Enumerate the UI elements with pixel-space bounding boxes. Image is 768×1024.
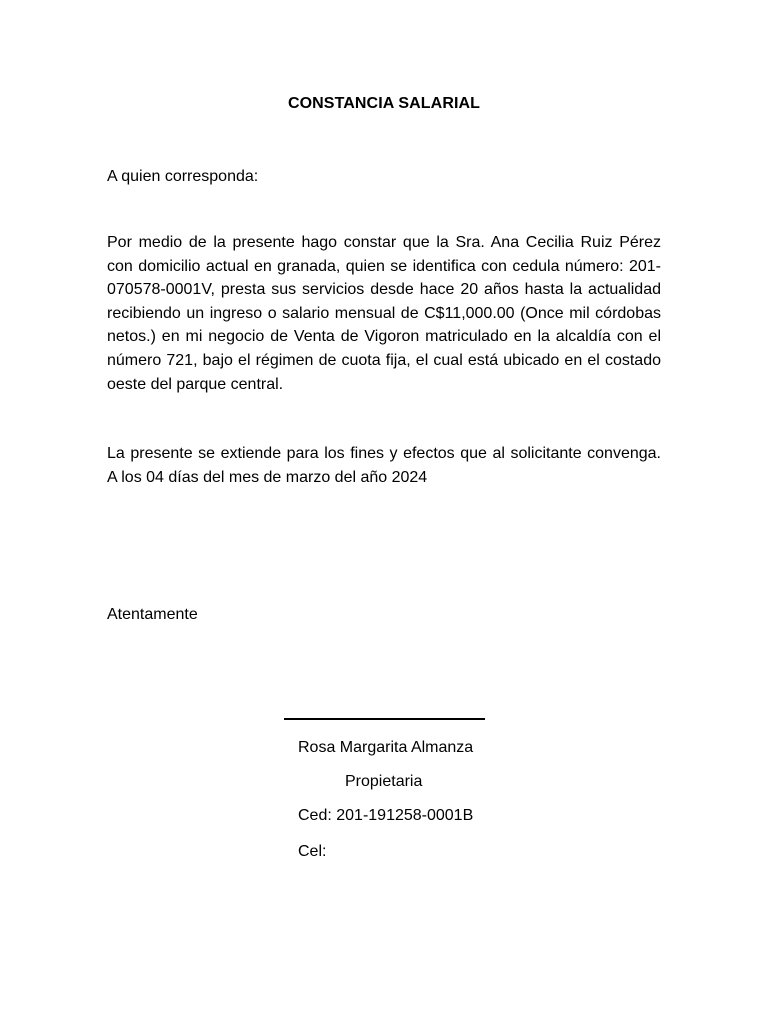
body-paragraph-2: La presente se extiende para los fines y efectos que al solicitante convenga. A los 04 días del mes de marzo del año 2024 [107,445,661,486]
signatory-phone: Cel: [298,843,327,860]
greeting-text: A quien corresponda: [107,168,259,185]
document-title: CONSTANCIA SALARIAL [287,95,481,112]
signatory-role: Propietaria [345,773,423,790]
signatory-id: Ced: 201-191258-0001B [298,807,474,824]
signature-line [284,718,485,720]
body-paragraph-1: Por medio de la presente hago constar que la Sra. Ana Cecilia Ruiz Pérez con domicilio actual en granada, quien se identifica con cedula número: 201-070578-0001V, presta sus servicios desde hace 20 años hasta la actualidad recibiendo un ingreso o salario mensual de C$11,000.00 (Once mil córdobas netos.) en mi negocio de Venta de Vigoron matriculado en la alcaldía con el número 721, bajo el régimen de cuota fija, el cual está ubicado en el costado oeste del parque central. [107,234,661,393]
closing-text: Atentamente [107,606,198,623]
signatory-name: Rosa Margarita Almanza [298,739,474,756]
